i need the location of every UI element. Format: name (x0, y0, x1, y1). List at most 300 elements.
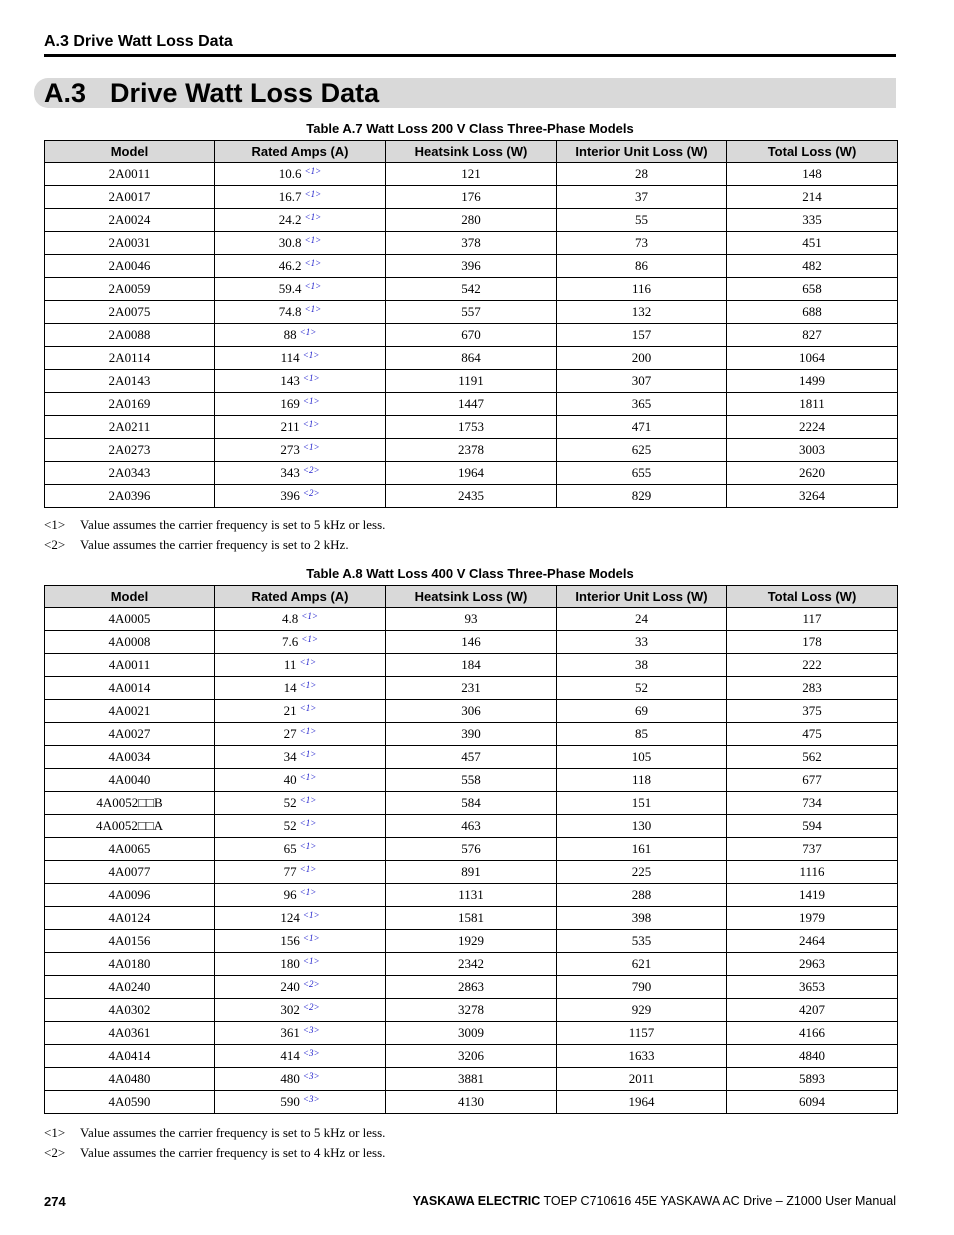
section-title (44, 78, 379, 108)
rated-amps-value: 143 (280, 373, 300, 388)
footnote-mark: <2> (44, 537, 66, 552)
footnote (44, 515, 385, 535)
rated-amps-cell (215, 393, 386, 416)
rated-amps-cell (215, 953, 386, 976)
table-row (45, 838, 898, 861)
page-number: 274 (44, 1194, 66, 1209)
section-number: A.3 (44, 78, 87, 108)
model-cell: 2A0024 (45, 209, 215, 232)
table-row (45, 393, 898, 416)
model-cell: 4A0011 (45, 654, 215, 677)
rated-amps-cell (215, 1022, 386, 1045)
footnote-reference-link[interactable]: <1> (299, 818, 317, 828)
footnote-reference-link[interactable]: <1> (301, 634, 318, 644)
model-cell: 4A0361 (45, 1022, 215, 1045)
rated-amps-cell (215, 930, 386, 953)
heatsink-loss-cell: 3009 (386, 1022, 557, 1045)
model-cell: 4A0096 (45, 884, 215, 907)
watt-loss-table-200v (44, 140, 898, 508)
table-header-row (45, 141, 898, 163)
model-cell: 2A0343 (45, 462, 215, 485)
model-cell: 4A0124 (45, 907, 215, 930)
total-loss-cell: 451 (727, 232, 898, 255)
footnote-text: Value assumes the carrier frequency is set to 5 kHz or less. (80, 1125, 386, 1140)
heatsink-loss-cell: 670 (386, 324, 557, 347)
rated-amps-cell (215, 186, 386, 209)
interior-unit-loss-cell: 929 (557, 999, 727, 1022)
interior-unit-loss-cell: 52 (557, 677, 727, 700)
table-notes-a7 (44, 515, 385, 555)
table-row (45, 769, 898, 792)
rated-amps-cell (215, 723, 386, 746)
model-cell: 4A0005 (45, 608, 215, 631)
rated-amps-cell (215, 700, 386, 723)
footnote-reference-link[interactable]: <1> (299, 680, 317, 690)
rated-amps-value: 30.8 (278, 235, 302, 250)
model-cell: 4A0027 (45, 723, 215, 746)
total-loss-cell: 1116 (727, 861, 898, 884)
rated-amps-value: 16.7 (278, 189, 302, 204)
interior-unit-loss-cell: 69 (557, 700, 727, 723)
total-loss-cell: 594 (727, 815, 898, 838)
rated-amps-cell (215, 347, 386, 370)
table-row (45, 347, 898, 370)
table-row (45, 416, 898, 439)
rated-amps-value: 7.6 (282, 634, 299, 649)
table-caption-a8: Table A.8 Watt Loss 400 V Class Three-Phase Models (306, 566, 634, 581)
rated-amps-value: 34 (283, 749, 297, 764)
footnote-reference-link[interactable]: <1> (299, 795, 317, 805)
rated-amps-value: 180 (280, 956, 300, 971)
table-row (45, 700, 898, 723)
total-loss-cell: 2224 (727, 416, 898, 439)
footnote-reference-link[interactable]: <2> (302, 465, 320, 475)
table-row (45, 209, 898, 232)
total-loss-cell: 2963 (727, 953, 898, 976)
heatsink-loss-cell: 584 (386, 792, 557, 815)
rated-amps-value: 124 (280, 910, 300, 925)
heatsink-loss-cell: 891 (386, 861, 557, 884)
interior-unit-loss-cell: 200 (557, 347, 727, 370)
total-loss-cell: 562 (727, 746, 898, 769)
running-header: A.3 Drive Watt Loss Data (44, 33, 233, 50)
rated-amps-value: 96 (283, 887, 297, 902)
interior-unit-loss-cell: 38 (557, 654, 727, 677)
interior-unit-loss-cell: 1964 (557, 1091, 727, 1114)
rated-amps-cell (215, 278, 386, 301)
column-header: Rated Amps (A) (215, 586, 386, 608)
total-loss-cell: 148 (727, 163, 898, 186)
footnote (44, 535, 385, 555)
footnote-reference-link[interactable]: <1> (299, 841, 317, 851)
footnote-reference-link[interactable]: <3> (302, 1094, 320, 1104)
table-row (45, 485, 898, 508)
total-loss-cell: 5893 (727, 1068, 898, 1091)
interior-unit-loss-cell: 1157 (557, 1022, 727, 1045)
rated-amps-cell (215, 324, 386, 347)
heatsink-loss-cell: 93 (386, 608, 557, 631)
rated-amps-cell (215, 907, 386, 930)
rated-amps-value: 4.8 (282, 611, 299, 626)
footnote-text: Value assumes the carrier frequency is set to 2 kHz. (80, 537, 349, 552)
model-cell: 2A0017 (45, 186, 215, 209)
footnote-reference-link[interactable]: <1> (299, 327, 317, 337)
rated-amps-value: 343 (280, 465, 300, 480)
interior-unit-loss-cell: 398 (557, 907, 727, 930)
column-header: Heatsink Loss (W) (386, 586, 557, 608)
heatsink-loss-cell: 457 (386, 746, 557, 769)
footnote-reference-link[interactable]: <1> (304, 281, 322, 291)
model-cell: 4A0240 (45, 976, 215, 999)
table-row (45, 976, 898, 999)
heatsink-loss-cell: 1964 (386, 462, 557, 485)
table-row (45, 255, 898, 278)
total-loss-cell: 827 (727, 324, 898, 347)
footnote-reference-link[interactable]: <1> (299, 887, 317, 897)
rated-amps-cell (215, 677, 386, 700)
rated-amps-value: 114 (280, 350, 300, 365)
interior-unit-loss-cell: 85 (557, 723, 727, 746)
footer-brand: YASKAWA ELECTRIC (412, 1194, 541, 1208)
heatsink-loss-cell: 3278 (386, 999, 557, 1022)
total-loss-cell: 222 (727, 654, 898, 677)
interior-unit-loss-cell: 37 (557, 186, 727, 209)
heatsink-loss-cell: 1131 (386, 884, 557, 907)
interior-unit-loss-cell: 790 (557, 976, 727, 999)
total-loss-cell: 3264 (727, 485, 898, 508)
rated-amps-value: 74.8 (278, 304, 302, 319)
rated-amps-value: 40 (283, 772, 297, 787)
footnote-reference-link[interactable]: <1> (302, 373, 320, 383)
footnote-reference-link[interactable]: <1> (299, 749, 317, 759)
total-loss-cell: 4207 (727, 999, 898, 1022)
total-loss-cell: 2464 (727, 930, 898, 953)
rated-amps-cell (215, 815, 386, 838)
interior-unit-loss-cell: 625 (557, 439, 727, 462)
table-row (45, 792, 898, 815)
interior-unit-loss-cell: 116 (557, 278, 727, 301)
footnote-reference-link[interactable]: <1> (304, 258, 322, 268)
table-row (45, 654, 898, 677)
rated-amps-value: 590 (280, 1094, 300, 1109)
model-cell: 4A0065 (45, 838, 215, 861)
interior-unit-loss-cell: 621 (557, 953, 727, 976)
model-cell: 2A0046 (45, 255, 215, 278)
total-loss-cell: 1979 (727, 907, 898, 930)
rated-amps-cell (215, 1068, 386, 1091)
interior-unit-loss-cell: 829 (557, 485, 727, 508)
table-row (45, 677, 898, 700)
table-row (45, 462, 898, 485)
total-loss-cell: 214 (727, 186, 898, 209)
interior-unit-loss-cell: 28 (557, 163, 727, 186)
table-row (45, 746, 898, 769)
heatsink-loss-cell: 231 (386, 677, 557, 700)
rated-amps-value: 52 (283, 795, 297, 810)
model-cell: 4A0590 (45, 1091, 215, 1114)
heatsink-loss-cell: 1753 (386, 416, 557, 439)
column-header: Interior Unit Loss (W) (557, 141, 727, 163)
column-header: Total Loss (W) (727, 586, 898, 608)
table-row (45, 1091, 898, 1114)
table-caption-a7: Table A.7 Watt Loss 200 V Class Three-Phase Models (306, 121, 634, 136)
rated-amps-cell (215, 838, 386, 861)
total-loss-cell: 283 (727, 677, 898, 700)
model-cell: 4A0414 (45, 1045, 215, 1068)
footnote-reference-link[interactable]: <1> (302, 419, 320, 429)
footnote-reference-link[interactable]: <1> (302, 910, 320, 920)
rated-amps-cell (215, 462, 386, 485)
heatsink-loss-cell: 1929 (386, 930, 557, 953)
total-loss-cell: 658 (727, 278, 898, 301)
rated-amps-value: 46.2 (278, 258, 302, 273)
footnote-reference-link[interactable]: <3> (302, 1071, 320, 1081)
heatsink-loss-cell: 121 (386, 163, 557, 186)
total-loss-cell: 335 (727, 209, 898, 232)
rated-amps-value: 211 (280, 419, 300, 434)
heatsink-loss-cell: 3881 (386, 1068, 557, 1091)
table-row (45, 186, 898, 209)
model-cell: 4A0180 (45, 953, 215, 976)
interior-unit-loss-cell: 55 (557, 209, 727, 232)
footnote-reference-link[interactable]: <2> (302, 979, 320, 989)
total-loss-cell: 677 (727, 769, 898, 792)
interior-unit-loss-cell: 86 (557, 255, 727, 278)
table-row (45, 370, 898, 393)
model-cell: 4A0077 (45, 861, 215, 884)
footnote-reference-link[interactable]: <1> (304, 212, 322, 222)
rated-amps-value: 480 (280, 1071, 300, 1086)
heatsink-loss-cell: 463 (386, 815, 557, 838)
footnote-reference-link[interactable]: <1> (302, 350, 320, 360)
rated-amps-cell (215, 416, 386, 439)
interior-unit-loss-cell: 73 (557, 232, 727, 255)
rated-amps-value: 156 (280, 933, 300, 948)
heatsink-loss-cell: 3206 (386, 1045, 557, 1068)
footnote-reference-link[interactable]: <1> (299, 726, 317, 736)
table-row (45, 278, 898, 301)
rated-amps-cell (215, 976, 386, 999)
footer-document-title: TOEP C710616 45E YASKAWA AC Drive – Z1000 User Manual (543, 1194, 896, 1208)
rated-amps-value: 21 (283, 703, 297, 718)
model-cell: 4A0052□□B (45, 792, 215, 815)
rated-amps-cell (215, 439, 386, 462)
table-row (45, 1022, 898, 1045)
rated-amps-cell (215, 654, 386, 677)
column-header: Heatsink Loss (W) (386, 141, 557, 163)
model-cell: 2A0011 (45, 163, 215, 186)
total-loss-cell: 4840 (727, 1045, 898, 1068)
table-header-row (45, 586, 898, 608)
model-cell: 4A0021 (45, 700, 215, 723)
total-loss-cell: 117 (727, 608, 898, 631)
interior-unit-loss-cell: 118 (557, 769, 727, 792)
rated-amps-value: 88 (283, 327, 297, 342)
rated-amps-value: 77 (283, 864, 297, 879)
rated-amps-cell (215, 631, 386, 654)
interior-unit-loss-cell: 655 (557, 462, 727, 485)
table-row (45, 907, 898, 930)
rated-amps-value: 14 (283, 680, 297, 695)
model-cell: 4A0008 (45, 631, 215, 654)
footnote-reference-link[interactable]: <2> (302, 1002, 320, 1012)
total-loss-cell: 737 (727, 838, 898, 861)
total-loss-cell: 688 (727, 301, 898, 324)
footnote-reference-link[interactable]: <1> (304, 235, 322, 245)
total-loss-cell: 375 (727, 700, 898, 723)
footnote (44, 1143, 385, 1163)
column-header: Interior Unit Loss (W) (557, 586, 727, 608)
footnote-reference-link[interactable]: <1> (299, 703, 317, 713)
total-loss-cell: 1811 (727, 393, 898, 416)
footnote-reference-link[interactable]: <2> (302, 488, 320, 498)
rated-amps-cell (215, 370, 386, 393)
table-row (45, 815, 898, 838)
footnote-reference-link[interactable]: <1> (302, 442, 320, 452)
table-notes-a8 (44, 1123, 385, 1163)
model-cell: 4A0034 (45, 746, 215, 769)
footnote-reference-link[interactable]: <1> (304, 304, 322, 314)
rated-amps-cell (215, 209, 386, 232)
model-cell: 2A0075 (45, 301, 215, 324)
heatsink-loss-cell: 542 (386, 278, 557, 301)
table-row (45, 163, 898, 186)
total-loss-cell: 3653 (727, 976, 898, 999)
rated-amps-value: 52 (283, 818, 297, 833)
model-cell: 4A0156 (45, 930, 215, 953)
footnote-mark: <2> (44, 1145, 66, 1160)
rated-amps-value: 240 (280, 979, 300, 994)
interior-unit-loss-cell: 2011 (557, 1068, 727, 1091)
heatsink-loss-cell: 378 (386, 232, 557, 255)
rated-amps-value: 65 (283, 841, 297, 856)
total-loss-cell: 1064 (727, 347, 898, 370)
footnote-reference-link[interactable]: <1> (304, 189, 322, 199)
table-row (45, 953, 898, 976)
total-loss-cell: 3003 (727, 439, 898, 462)
model-cell: 4A0302 (45, 999, 215, 1022)
heatsink-loss-cell: 280 (386, 209, 557, 232)
total-loss-cell: 475 (727, 723, 898, 746)
footnote-mark: <1> (44, 1125, 66, 1140)
interior-unit-loss-cell: 471 (557, 416, 727, 439)
table-row (45, 232, 898, 255)
footnote-reference-link[interactable]: <1> (302, 956, 320, 966)
heatsink-loss-cell: 1581 (386, 907, 557, 930)
heatsink-loss-cell: 390 (386, 723, 557, 746)
footnote-reference-link[interactable]: <1> (304, 166, 322, 176)
model-cell: 2A0396 (45, 485, 215, 508)
footnote-mark: <1> (44, 517, 66, 532)
interior-unit-loss-cell: 161 (557, 838, 727, 861)
table-row (45, 930, 898, 953)
column-header: Model (45, 586, 215, 608)
model-cell: 2A0169 (45, 393, 215, 416)
interior-unit-loss-cell: 151 (557, 792, 727, 815)
rated-amps-value: 24.2 (278, 212, 302, 227)
footnote-reference-link[interactable]: <3> (302, 1048, 320, 1058)
model-cell: 2A0211 (45, 416, 215, 439)
model-cell: 2A0114 (45, 347, 215, 370)
model-cell: 2A0059 (45, 278, 215, 301)
interior-unit-loss-cell: 157 (557, 324, 727, 347)
interior-unit-loss-cell: 130 (557, 815, 727, 838)
rated-amps-value: 27 (283, 726, 297, 741)
interior-unit-loss-cell: 132 (557, 301, 727, 324)
heatsink-loss-cell: 176 (386, 186, 557, 209)
interior-unit-loss-cell: 24 (557, 608, 727, 631)
total-loss-cell: 482 (727, 255, 898, 278)
footnote-reference-link[interactable]: <1> (299, 772, 317, 782)
total-loss-cell: 6094 (727, 1091, 898, 1114)
footnote-reference-link[interactable]: <1> (299, 864, 317, 874)
header-rule (44, 54, 896, 57)
model-cell: 2A0088 (45, 324, 215, 347)
rated-amps-value: 396 (280, 488, 300, 503)
heatsink-loss-cell: 306 (386, 700, 557, 723)
table-row (45, 301, 898, 324)
heatsink-loss-cell: 557 (386, 301, 557, 324)
heatsink-loss-cell: 2378 (386, 439, 557, 462)
heatsink-loss-cell: 576 (386, 838, 557, 861)
rated-amps-cell (215, 884, 386, 907)
table-row (45, 439, 898, 462)
total-loss-cell: 2620 (727, 462, 898, 485)
table-row (45, 723, 898, 746)
model-cell: 4A0014 (45, 677, 215, 700)
footnote (44, 1123, 385, 1143)
rated-amps-value: 273 (280, 442, 300, 457)
rated-amps-value: 169 (280, 396, 300, 411)
interior-unit-loss-cell: 225 (557, 861, 727, 884)
footnote-reference-link[interactable]: <1> (302, 396, 320, 406)
table-row (45, 1068, 898, 1091)
footnote-reference-link[interactable]: <1> (302, 933, 320, 943)
heatsink-loss-cell: 1191 (386, 370, 557, 393)
rated-amps-value: 59.4 (278, 281, 302, 296)
rated-amps-value: 414 (280, 1048, 300, 1063)
footnote-reference-link[interactable]: <1> (299, 657, 317, 667)
model-cell: 4A0052□□A (45, 815, 215, 838)
table-row (45, 631, 898, 654)
table-row (45, 324, 898, 347)
footnote-reference-link[interactable]: <1> (301, 611, 318, 621)
rated-amps-value: 361 (280, 1025, 300, 1040)
column-header: Rated Amps (A) (215, 141, 386, 163)
rated-amps-cell (215, 861, 386, 884)
total-loss-cell: 1499 (727, 370, 898, 393)
rated-amps-value: 10.6 (278, 166, 302, 181)
interior-unit-loss-cell: 307 (557, 370, 727, 393)
model-cell: 2A0273 (45, 439, 215, 462)
section-title-text: Drive Watt Loss Data (110, 78, 380, 108)
heatsink-loss-cell: 1447 (386, 393, 557, 416)
heatsink-loss-cell: 2863 (386, 976, 557, 999)
heatsink-loss-cell: 558 (386, 769, 557, 792)
footnote-text: Value assumes the carrier frequency is set to 5 kHz or less. (80, 517, 386, 532)
rated-amps-value: 302 (280, 1002, 300, 1017)
rated-amps-value: 11 (283, 657, 297, 672)
interior-unit-loss-cell: 365 (557, 393, 727, 416)
interior-unit-loss-cell: 105 (557, 746, 727, 769)
heatsink-loss-cell: 2342 (386, 953, 557, 976)
footer-document-info (413, 1194, 896, 1208)
interior-unit-loss-cell: 288 (557, 884, 727, 907)
heatsink-loss-cell: 864 (386, 347, 557, 370)
column-header: Total Loss (W) (727, 141, 898, 163)
interior-unit-loss-cell: 535 (557, 930, 727, 953)
footnote-reference-link[interactable]: <3> (302, 1025, 320, 1035)
